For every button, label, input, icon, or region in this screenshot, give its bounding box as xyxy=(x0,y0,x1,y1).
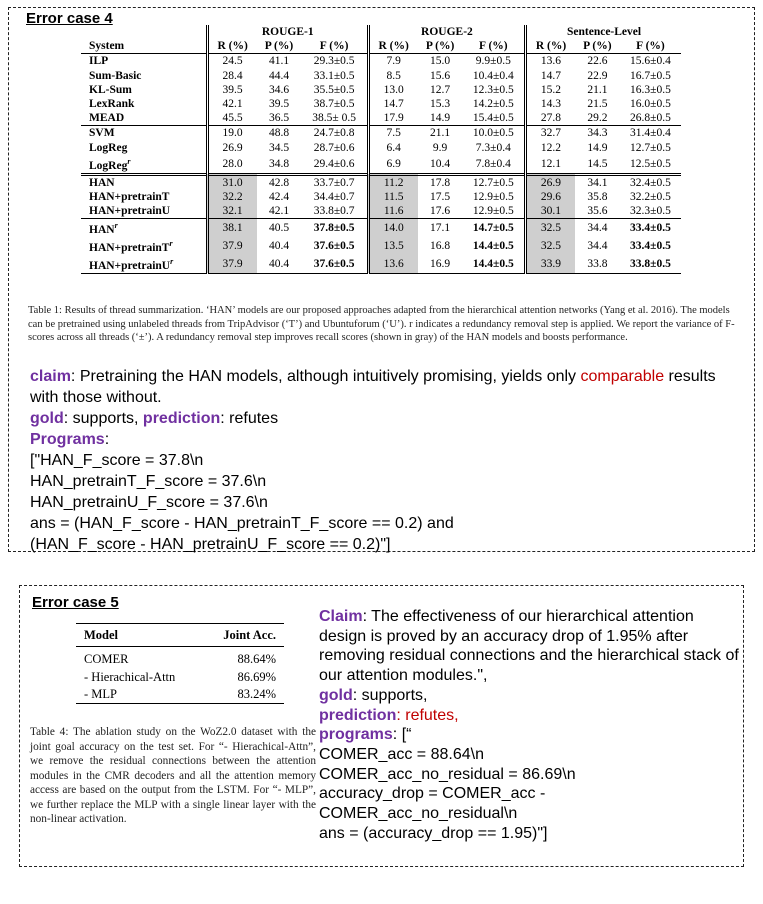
score-cell: 41.1 xyxy=(257,54,302,69)
score-cell: 12.7±0.5 xyxy=(463,174,526,190)
score-cell: 8.5 xyxy=(368,69,417,83)
score-cell: 32.2 xyxy=(207,190,256,204)
system-name-cell: LexRank xyxy=(89,98,135,111)
system-name-cell: MEAD xyxy=(89,112,125,125)
error-case-4-title: Error case 4 xyxy=(26,10,113,27)
score-cell: 42.1 xyxy=(268,204,290,217)
score-cell: 9.9 xyxy=(432,141,448,154)
system-name-cell: HAN$^r$ xyxy=(81,219,207,237)
score-cell: 21.5 xyxy=(587,98,608,111)
program-line: HAN_pretrainT_F_score = 37.6\n xyxy=(30,473,267,490)
score-cell: 29.4±0.6 xyxy=(313,157,355,170)
score-cell: 10.0±0.5 xyxy=(463,126,526,141)
prediction-line xyxy=(319,706,739,726)
gold-value: : supports, xyxy=(352,686,428,704)
column-header: P (%) xyxy=(257,39,302,54)
table-1-caption: Table 1: Results of thread summarization. ‘HAN’ models are our proposed approaches adapted from the hierarchical attention networks (Yang et al. 2016). The models can be pretrained using unlabeled threads from TripAdvisor (‘T’) and Ubuntuforum (‘U’). r indicates a redundancy removal step is applied. We report the variance of F-scores across all threads (‘±’). A redundancy removal step improves recall scores (shown in gray) of the HAN models and boosts performance. xyxy=(28,305,735,343)
score-cell: 12.2 xyxy=(526,141,575,155)
score-cell: 7.8±0.4 xyxy=(475,157,511,170)
column-header: F (%) xyxy=(620,39,681,54)
gold-label: gold xyxy=(30,410,64,427)
joint-acc-header: Joint Acc. xyxy=(203,624,284,647)
score-cell: 32.1 xyxy=(207,204,256,219)
score-cell: 27.8 xyxy=(526,111,575,126)
table-4-caption: Table 4: The ablation study on the WoZ2.0 dataset with the joint goal accuracy on the test set. For “- Hierachical-Attn”, we remove the residual connections between the attention modules in the CMR decoders and all the attention memory access are based on the output from the LSTM. For “- MLP”, we further replace the MLP with a single linear layer with the non-linear activation. xyxy=(30,726,316,825)
claim-label: Claim xyxy=(319,608,363,625)
claim-block xyxy=(319,607,739,686)
prediction-value: : refutes, xyxy=(396,706,459,724)
score-cell: 30.1 xyxy=(526,204,575,219)
column-header: R (%) xyxy=(368,39,417,54)
score-cell: 16.9 xyxy=(418,255,463,273)
table-row xyxy=(81,141,681,155)
score-cell: 29.6 xyxy=(526,190,575,204)
table-row xyxy=(81,111,681,126)
score-cell: 40.5 xyxy=(257,219,302,237)
score-cell: 24.5 xyxy=(207,54,256,69)
score-cell: 11.6 xyxy=(368,204,417,219)
model-cell: - MLP xyxy=(76,686,203,704)
system-name-cell: LogReg xyxy=(89,141,128,154)
score-cell: 21.1 xyxy=(587,83,608,96)
score-cell: 17.5 xyxy=(430,190,451,203)
system-name-cell: KL-Sum xyxy=(89,83,132,96)
score-cell: 12.7±0.5 xyxy=(630,141,671,154)
score-cell: 24.7±0.8 xyxy=(301,126,368,141)
score-cell: 12.9±0.5 xyxy=(472,204,514,217)
score-cell: 42.8 xyxy=(257,174,302,190)
acc-cell: 86.69% xyxy=(237,669,276,684)
score-cell: 36.5 xyxy=(268,112,290,125)
table-row xyxy=(81,237,681,255)
ablation-table xyxy=(76,623,284,704)
system-header: System xyxy=(81,39,207,54)
table-row xyxy=(76,647,284,669)
model-header: Model xyxy=(76,624,203,647)
claim-highlight: comparable xyxy=(580,368,665,385)
system-name-cell: LogReg$^r$ xyxy=(89,156,131,172)
score-cell: 17.1 xyxy=(418,219,463,237)
table-row xyxy=(81,97,681,111)
score-cell: 33.8±0.5 xyxy=(620,255,681,273)
score-cell: 10.4±0.4 xyxy=(472,69,514,82)
program-line: (HAN_F_score - HAN_pretrainU_F_score == 0.2)"] xyxy=(30,536,391,553)
score-cell: 6.9 xyxy=(368,155,417,174)
gold-prediction-line xyxy=(30,408,730,429)
score-cell: 34.1 xyxy=(575,174,620,190)
table-row xyxy=(76,686,284,704)
gold-label: gold xyxy=(319,686,353,704)
case-4-analysis xyxy=(30,366,730,555)
table-column-header xyxy=(76,624,284,647)
score-cell: 26.9 xyxy=(207,141,256,155)
group-sentence-level: Sentence-Level xyxy=(526,25,681,39)
case-5-analysis xyxy=(319,607,739,843)
score-cell: 38.7±0.5 xyxy=(313,98,355,111)
acc-cell: 83.24% xyxy=(203,686,284,704)
score-cell: 45.5 xyxy=(207,111,256,126)
table-row xyxy=(81,204,681,219)
score-cell: 14.2±0.5 xyxy=(472,98,514,111)
score-cell: 14.9 xyxy=(430,112,451,125)
claim-line xyxy=(30,366,730,408)
redundancy-marker: r xyxy=(114,221,118,231)
score-cell: 12.9±0.5 xyxy=(472,190,514,203)
redundancy-marker: r xyxy=(169,238,173,248)
score-cell: 33.1±0.5 xyxy=(313,69,355,82)
system-name-cell: HAN xyxy=(81,174,207,190)
score-cell: 34.6 xyxy=(268,83,290,96)
prediction-label: prediction xyxy=(142,410,221,427)
score-cell: 38.5± 0.5 xyxy=(312,112,356,125)
score-cell: 37.6±0.5 xyxy=(313,239,355,252)
score-cell: 19.0 xyxy=(207,126,256,141)
score-cell: 21.1 xyxy=(418,126,463,141)
score-cell: 29.2 xyxy=(587,112,608,125)
column-header: F (%) xyxy=(301,39,368,54)
score-cell: 10.4 xyxy=(430,157,451,170)
system-name-cell: Sum-Basic xyxy=(89,69,142,82)
score-cell: 37.6±0.5 xyxy=(301,255,368,273)
program-line: accuracy_drop = COMER_acc - xyxy=(319,785,546,803)
score-cell: 37.9 xyxy=(207,255,256,273)
score-cell: 15.2 xyxy=(526,83,575,97)
score-cell: 15.0 xyxy=(418,54,463,69)
score-cell: 34.4±0.7 xyxy=(313,190,355,203)
score-cell: 42.4 xyxy=(268,190,290,203)
score-cell: 7.9 xyxy=(368,54,417,69)
program-line: ["HAN_F_score = 37.8\n xyxy=(30,452,204,469)
score-cell: 40.4 xyxy=(268,239,290,252)
score-cell: 34.4 xyxy=(587,239,608,252)
program-line: ans = (accuracy_drop == 1.95)"] xyxy=(319,824,548,842)
score-cell: 31.0 xyxy=(207,174,256,190)
score-cell: 34.4 xyxy=(575,219,620,237)
score-cell: 7.3±0.4 xyxy=(475,141,511,154)
claim-text: : Pretraining the HAN models, although intuitively promising, yields only xyxy=(70,368,581,385)
column-header: R (%) xyxy=(526,39,575,54)
score-cell: 32.3±0.5 xyxy=(630,204,671,217)
score-cell: 29.3±0.5 xyxy=(301,54,368,69)
score-cell: 14.3 xyxy=(526,97,575,111)
score-cell: 6.4 xyxy=(368,141,417,155)
program-line: COMER_acc_no_residual\n xyxy=(319,805,518,823)
score-cell: 14.5 xyxy=(587,157,608,170)
system-name-cell: ILP xyxy=(81,54,207,69)
prediction-value: : refutes xyxy=(220,410,279,427)
score-cell: 35.5±0.5 xyxy=(313,83,355,96)
model-cell: - Hierachical-Attn xyxy=(84,669,176,684)
score-cell: 22.9 xyxy=(587,69,608,82)
system-name-cell: HAN+pretrainT xyxy=(89,190,170,203)
score-cell: 33.4±0.5 xyxy=(630,239,671,252)
score-cell: 37.8±0.5 xyxy=(301,219,368,237)
system-name-cell: HAN+pretrainU$^r$ xyxy=(81,255,207,273)
table-row xyxy=(81,255,681,273)
score-cell: 33.8±0.7 xyxy=(313,204,355,217)
score-cell: 15.3 xyxy=(430,98,451,111)
program-line: HAN_pretrainU_F_score = 37.6\n xyxy=(30,494,268,511)
claim-text: : The effectiveness of our hierarchical attention design is proved by an accuracy drop of 1.95% after removing residual connections and the hierarchical stack of our attention modules.", xyxy=(319,608,739,685)
score-cell: 12.5±0.5 xyxy=(630,157,671,170)
programs-header xyxy=(30,429,730,450)
score-cell: 11.5 xyxy=(368,190,417,204)
redundancy-marker: r xyxy=(127,156,131,166)
programs-suffix: : [“ xyxy=(392,726,412,744)
table-row xyxy=(81,54,681,69)
score-cell: 28.4 xyxy=(207,69,256,83)
column-header: P (%) xyxy=(418,39,463,54)
score-cell: 15.6 xyxy=(430,69,451,82)
score-cell: 16.0±0.5 xyxy=(630,98,671,111)
score-cell: 12.7 xyxy=(430,83,451,96)
prediction-label: prediction xyxy=(319,706,397,724)
system-name-cell: HAN+pretrainU xyxy=(89,204,171,217)
claim-label: claim xyxy=(30,368,71,385)
score-cell: 12.3±0.5 xyxy=(472,83,514,96)
column-header: P (%) xyxy=(575,39,620,54)
group-rouge-1: ROUGE-1 xyxy=(207,25,368,39)
table-row xyxy=(81,174,681,190)
score-cell: 22.6 xyxy=(575,54,620,69)
claim-text-end: results with those without. xyxy=(30,368,716,406)
score-cell: 39.5 xyxy=(207,83,256,97)
score-cell: 16.8 xyxy=(430,239,451,252)
score-cell: 32.5 xyxy=(526,237,575,255)
table-row xyxy=(81,69,681,83)
score-cell: 33.4±0.5 xyxy=(620,219,681,237)
score-cell: 42.1 xyxy=(207,97,256,111)
acc-cell: 88.64% xyxy=(237,652,276,667)
table-row xyxy=(76,669,284,686)
score-cell: 15.4±0.5 xyxy=(472,112,514,125)
program-line: COMER_acc_no_residual = 86.69\n xyxy=(319,765,576,783)
programs-colon: : xyxy=(104,431,110,448)
score-cell: 14.7±0.5 xyxy=(463,219,526,237)
score-cell: 35.6 xyxy=(587,204,608,217)
model-cell: COMER xyxy=(84,652,129,667)
score-cell: 26.8±0.5 xyxy=(630,112,671,125)
column-header: R (%) xyxy=(207,39,256,54)
score-cell: 38.1 xyxy=(207,219,256,237)
table-column-header xyxy=(81,39,681,54)
table-row xyxy=(81,219,681,237)
gold-line xyxy=(319,686,739,706)
table-row xyxy=(81,126,681,141)
score-cell: 13.5 xyxy=(368,237,417,255)
system-name-cell: SVM xyxy=(81,126,207,141)
score-cell: 17.8 xyxy=(418,174,463,190)
redundancy-marker: r xyxy=(170,256,174,266)
score-cell: 14.0 xyxy=(368,219,417,237)
programs-line xyxy=(319,725,739,745)
score-cell: 33.9 xyxy=(526,255,575,273)
score-cell: 34.8 xyxy=(268,157,290,170)
score-cell: 14.4±0.5 xyxy=(472,239,514,252)
score-cell: 13.6 xyxy=(526,54,575,69)
score-cell: 32.7 xyxy=(526,126,575,141)
table-row xyxy=(81,155,681,174)
score-cell: 34.5 xyxy=(268,141,290,154)
score-cell: 32.5 xyxy=(526,219,575,237)
score-cell: 28.7±0.6 xyxy=(313,141,355,154)
system-name-cell: HAN+pretrainT$^r$ xyxy=(89,238,173,254)
score-cell: 31.4±0.4 xyxy=(620,126,681,141)
score-cell: 7.5 xyxy=(368,126,417,141)
score-cell: 33.7±0.7 xyxy=(301,174,368,190)
score-cell: 13.6 xyxy=(368,255,417,273)
score-cell: 9.9±0.5 xyxy=(463,54,526,69)
group-rouge-2: ROUGE-2 xyxy=(368,25,525,39)
program-line: COMER_acc = 88.64\n xyxy=(319,745,484,763)
score-cell: 34.3 xyxy=(575,126,620,141)
score-cell: 37.9 xyxy=(207,237,256,255)
table-group-header xyxy=(81,25,681,39)
score-cell: 17.6 xyxy=(430,204,451,217)
score-cell: 17.9 xyxy=(368,111,417,126)
score-cell: 32.2±0.5 xyxy=(630,190,671,203)
score-cell: 11.2 xyxy=(368,174,417,190)
score-cell: 32.4±0.5 xyxy=(620,174,681,190)
score-cell: 14.4±0.5 xyxy=(463,255,526,273)
score-cell: 12.1 xyxy=(526,155,575,174)
score-cell: 13.0 xyxy=(368,83,417,97)
gold-value: : supports, xyxy=(63,410,143,427)
score-cell: 35.8 xyxy=(587,190,608,203)
score-cell: 28.0 xyxy=(207,155,256,174)
score-cell: 16.3±0.5 xyxy=(630,83,671,96)
score-cell: 16.7±0.5 xyxy=(630,69,671,82)
score-cell: 40.4 xyxy=(257,255,302,273)
table-row xyxy=(81,83,681,97)
score-cell: 15.6±0.4 xyxy=(620,54,681,69)
table-row xyxy=(81,190,681,204)
column-header: F (%) xyxy=(463,39,526,54)
score-cell: 26.9 xyxy=(526,174,575,190)
score-cell: 33.8 xyxy=(575,255,620,273)
programs-label: Programs xyxy=(30,431,105,448)
score-cell: 14.7 xyxy=(526,69,575,83)
score-cell: 14.7 xyxy=(368,97,417,111)
error-case-5-title: Error case 5 xyxy=(32,594,119,611)
thread-summarization-table xyxy=(81,25,681,274)
program-line: ans = (HAN_F_score - HAN_pretrainT_F_score == 0.2) and xyxy=(30,515,454,532)
score-cell: 14.9 xyxy=(587,141,608,154)
programs-label: programs xyxy=(319,726,393,744)
score-cell: 44.4 xyxy=(268,69,290,82)
score-cell: 39.5 xyxy=(268,98,290,111)
score-cell: 48.8 xyxy=(257,126,302,141)
